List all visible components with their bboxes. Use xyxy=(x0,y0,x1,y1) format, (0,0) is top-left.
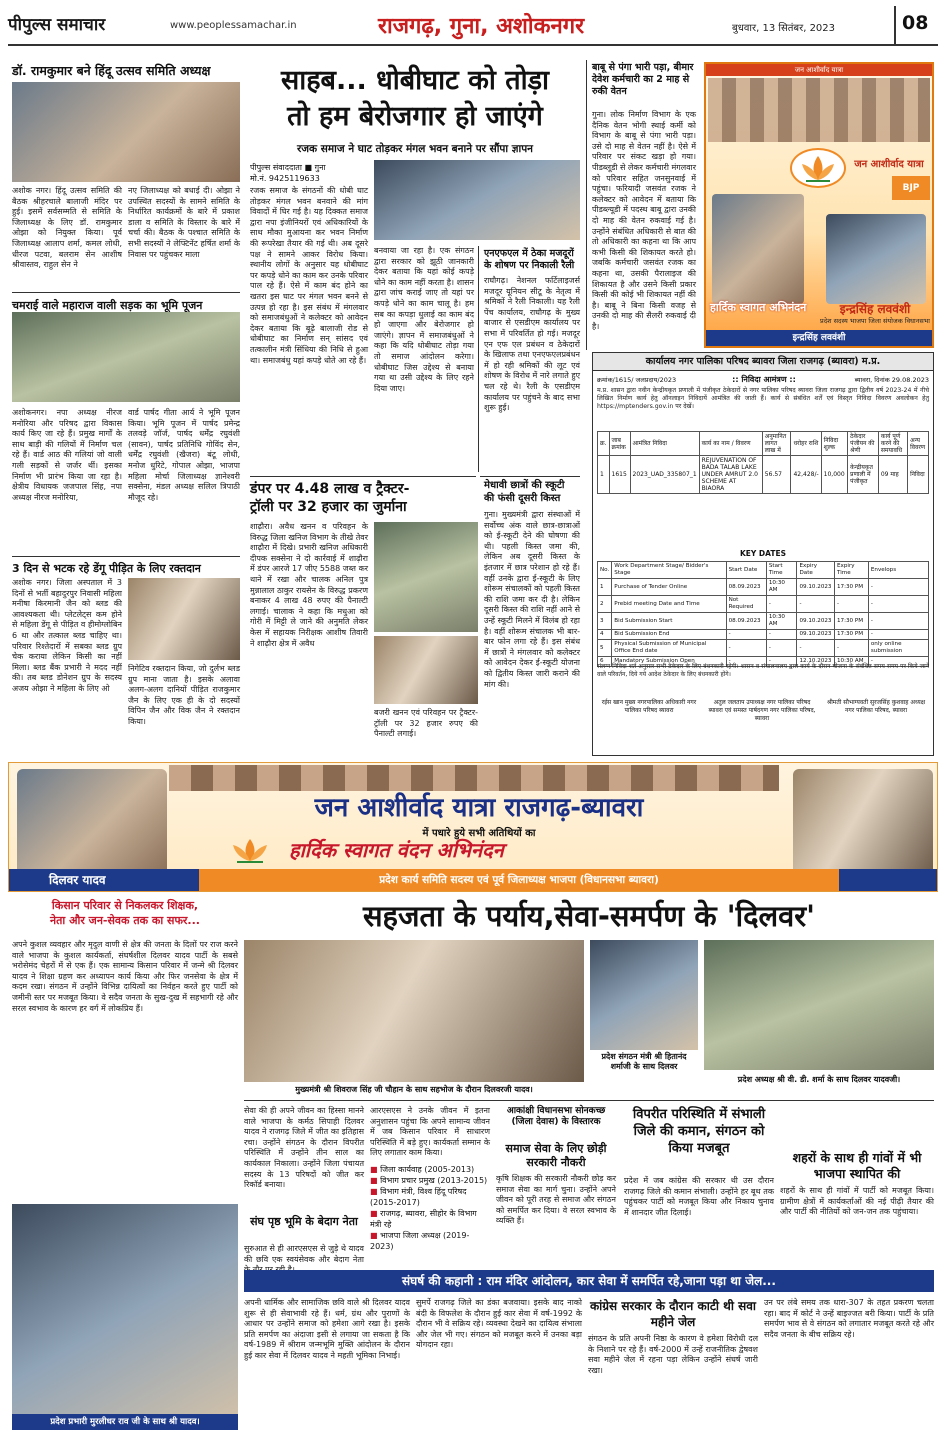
col-header: Envelops xyxy=(868,562,928,579)
table-cell: 10,000 xyxy=(821,456,847,494)
table-cell: 2 xyxy=(598,596,612,613)
feature-bottom-caption: प्रदेश प्रभारी मुरलीधर राव जी के साथ श्री यादव। xyxy=(12,1414,238,1430)
feature-viprit-head: विपरीत परिस्थिति में संभाली जिले की कमान, संगठन को किया मजबूत xyxy=(632,1107,766,1156)
story2-photo xyxy=(12,312,240,402)
lead-headline-1: साहब... धोबीघाट को तोड़ा xyxy=(280,65,550,96)
table-cell: 5 xyxy=(598,640,612,657)
table-cell: 10:30 AM xyxy=(835,657,869,667)
table-cell: Not Required xyxy=(726,596,766,613)
ad1-leaders-strip xyxy=(708,78,930,142)
tractor-headline-1: डंपर पर 4.48 लाख व ट्रैक्टर- xyxy=(250,481,410,497)
lotus-icon xyxy=(790,148,846,188)
story1-photo xyxy=(12,82,240,182)
table-cell: 10:30 AM xyxy=(766,579,797,596)
feature-photo-vdsharma xyxy=(704,940,934,1070)
col-header: अनुमानित लागत लाख में xyxy=(762,432,791,456)
tender-title: :: निविदा आमंत्रण :: xyxy=(732,375,796,384)
col-header: कार्य का नाम / विवरण xyxy=(699,432,762,456)
ad1-header: जन आशीर्वाद यात्रा xyxy=(706,64,932,76)
table-cell: 1 xyxy=(598,456,610,494)
tender-office: कार्यालय नगर पालिका परिषद ब्यावरा जिला राजगढ़ (ब्यावरा) म.प्र. xyxy=(593,353,933,371)
col-header: जाब क्रमांक xyxy=(609,432,630,456)
story3-body-right: निगेटिव रक्तदान किया, जो दुर्लभ ब्लड ग्रुप माना जाता है। इसके अलावा अलग-अलग दानियों पीड़ित राजकुमार जैन के लिए एक ही के दो सदस्यों विपिन जैन और विक जैन ने रक्तदान किया। xyxy=(128,664,240,726)
table-cell: - xyxy=(766,657,797,667)
story2-body-left: अशोकनगर। नपा अध्यक्ष नीरज मनोरिया और परिषद द्वारा विकास कार्य किए जा रहे हैं। प्रमुख मार्गों के साथ बाड़ी की गलियों में निर्माण चल रहे हैं। वार्ड आठ की गलियां जो वाली गली सड़कों से जर्जर थीं। इसका निर्माण भी प्रारंभ किया जा रहा है। क्षेत्रीय विधायक जजपाल सिंह, नपा अध्यक्ष नीरज मनोरिया, xyxy=(12,408,122,502)
ntpc-body: राघौगढ़। नेशनल फर्टिलाइजर्स मजदूर यूनियन सीटू के नेतृत्व में श्रमिकों ने रैली निकाली। यह रैली पेंच कार्यालय, राघौगढ़ के मुख्य बाजार से एसडीएम कार्यालय पर सभा में परिवर्तित हो गई। मजदूर एन एफ एल प्रबंधन व ठेकेदारों के खिलाफ तथा एनएफएलप्रबंधन में हो रही श्रमिकों की लूट एवं शोषण के विरोध में नारे लगाते हुए चल रहे थे। रैली के एसडीएम कार्यालय पर पहुंचने के बाद सभा शुरू हुई। xyxy=(484,276,580,413)
table-cell: - xyxy=(726,630,766,640)
table-cell: 09.10.2023 xyxy=(797,613,835,630)
col-header: अन्य विवरण xyxy=(908,432,929,456)
col-header: Expiry Time xyxy=(835,562,869,579)
tender-table xyxy=(597,431,929,494)
feature-b4: उन पर लंबे समय तक धारा-307 के तहत प्रकरण चलता रहा। बाद में कोर्ट ने उन्हें बाइज्जत बरी किया। पार्टी के प्रति समर्पण भाव से वे संगठन को लगातार मजबूत करते रहे और सदैव जनता के बीच सक्रिय रहे। xyxy=(764,1298,934,1339)
ad2-title: जन आशीर्वाद यात्रा राजगढ़-ब्यावरा xyxy=(314,793,644,823)
ad2-leaders-strip xyxy=(169,765,779,791)
table-cell: REJUVENATION OF BADA TALAB LAKE UNDER AMRUT 2.0 SCHEME AT BIAORA xyxy=(699,456,762,494)
page-number: 08 xyxy=(902,12,929,34)
table-cell: - xyxy=(835,596,869,613)
col-header: कार्य पूर्ण करने की समयावधि xyxy=(878,432,907,456)
babu-body: गुना। लोक निर्माण विभाग के एक दैनिक वेतन भोगी स्थाई कर्मी को विभाग के बाबू से पंगा भारी पड़ा। उसे दो माह से वेतन नहीं है। ऐसे में परिवार पर संकट खड़ा हो गया। पीडब्लूडी से लेकर कर्मचारी मंगलवार को परिवार सहित जनसुनवाई में पहुंचा। फरियादी जसवंत रजक ने कलेक्टर को आवेदन में बताया कि पीडब्ल्यूडी में पदस्थ बाबू द्वारा उनकी दो माह की वेतन रुकवाई गई है। उन्होंने संबंधित अधिकारी से बात की तो अधिकारी का कहना था कि आप कभी किसी की शिकायत करते हो। जबकि कर्मचारी जसवंत रजक का कहना था, उसकी पैरालाइज की शिकायत है और उसने किसी प्रकार किसी की कोई भी शिकायत नहीं की है। बाबू ने बिना किसी वजह से उनकी दो माह की सैलरी रुकवाई दी है। xyxy=(592,110,696,331)
ad1-welcome: हार्दिक स्वागत अभिनंदन xyxy=(710,301,807,314)
table-cell: 09.10.2023 xyxy=(797,630,835,640)
babu-headline: बाबू से पंगा भारी पड़ा, बीमार देवेश कर्मचारी का 2 माह से रुकी वेतन xyxy=(592,62,694,97)
feature-b2: सुमर्पे राजगढ़ जिले का डंका बजवाया। इसके बाद नाको बंदी के विफलेश के दौरान हुई कार सेवा में वर्ष-1992 के दौरान भी वे सक्रिय रहे। व्यवस्था देखने का दायित्व संभाला और जेल भी गए। संगठन को मजबूत करने में उनका बड़ा योगदान रहा। xyxy=(416,1298,582,1350)
masthead xyxy=(8,6,938,46)
ad1-photo-candidate xyxy=(826,214,926,304)
tractor-body-col2: बजरी खनन एवं परिवहन पर ट्रैक्टर-ट्रॉली पर 32 हजार रुपए की पैनाल्टी लगाई। xyxy=(374,708,478,739)
tender-signatory-3: श्रीमती सौभाग्यवती सुरजसिंह कुशवाह अध्यक्ष नगर पालिका परिषद, ब्यावरा xyxy=(827,699,925,714)
table-cell: 3 xyxy=(598,613,612,630)
table-cell: 56.57 xyxy=(762,456,791,494)
lead-headline-2: तो हम बेरोजगार हो जाएंगे xyxy=(287,101,543,132)
list-item-text: भाजपा जिला अध्यक्ष (2019-2023) xyxy=(370,1231,470,1251)
tender-date: ब्यावरा, दिनांक 29.08.2023 xyxy=(854,376,929,384)
list-item xyxy=(370,1208,490,1230)
ad1-name-footer: इन्द्रसिंह लववंशी xyxy=(706,330,932,346)
table-cell: 09.10.2023 xyxy=(797,579,835,596)
table-cell: 17:30 PM xyxy=(835,579,869,596)
table-cell: - xyxy=(868,630,928,640)
list-item-text: विभाग मंत्री, विश्व हिंदू परिषद (2015-2017) xyxy=(370,1187,467,1207)
feature-sangharsh-band: संघर्ष की कहानी : राम मंदिर आंदोलन, कार सेवा में समर्पित रहे,जाना पड़ा था जेल... xyxy=(244,1270,934,1292)
story3-body-left: अशोक नगर। जिला अस्पताल में 3 दिनों से भर्ती बहादुरपुर निवासी महिला मनीषा किरमानी जैन को ब्लड की आवश्यकता थी। प्लेटलेट्स कम होने से महिला डेंगू से पीड़ित व हीमोग्लोबिन 6 था और तत्काल ब्लड चाहिए था। परिवार रिश्तेदारों में सबका ब्लड ग्रुप चेक कराया लेकिन किसी का नहीं मिला। ब्लड बैंक प्रभारी ने मदद नहीं की। तब ब्लड डोनेशन ग्रुप के सदस्य अजय ओझा ने महिला के लिए ओ xyxy=(12,578,122,693)
divider xyxy=(894,6,896,44)
feature-tagline-2: नेता और जन-सेवक तक का सफर... xyxy=(50,914,200,927)
feature-viprit-body: प्रदेश में जब कांग्रेस की सरकार थी उस दौरान राजगढ़ जिले की कमान संभाली। उन्होंने हर बूथ तक पहुंचकर पार्टी को मजबूत किया और निकाय चुनाव में शानदार जीत दिलाई। xyxy=(624,1176,774,1217)
feature-tagline-1: किसान परिवार से निकलकर शिक्षक, xyxy=(51,899,199,912)
col-header: ठेकेदार पंजीयन की श्रेणी xyxy=(848,432,879,456)
ad2-photo-leaders xyxy=(793,769,933,877)
table-cell: 1615 xyxy=(609,456,630,494)
col-header: Start Time xyxy=(766,562,797,579)
lead-body-col1: रजक समाज के संगठनों की धोबी घाट तोड़कर मंगल भवन बनवाने की मांग विवादों में घिर गई है। यह दिक्कत समाज द्वारा नपा इंजीनियरों एवं अधिकारियों के साथ मौका मुआयना कर भवन निर्माण की रूपरेखा तैयार की गई थी। अब दूसरे पक्ष ने सामने आकर विरोध किया। स्थानीय लोगों के अनुसार यह धोबीघाट पर कपड़े धोने का काम कर उनके परिवार पाल रहे हैं। ऐसे में काम बंद होने का खतरा इस घाट पर मंगल भवन बनने से उत्पन्न हो रहा है। इस संबंध में मंगलवार को समाजबंधुओं ने कलेक्टर को आवेदन देकर बताया कि बूढ़े बालाजी रोड से धोबीघाट का निर्माण सन् सांसद एवं तत्कालीन मंत्री सिंधिया की निधि से हुआ था। समाजबंधु यहां कपड़े धोते आ रहे हैं। xyxy=(250,186,368,365)
tractor-body-col1: शाढ़ौरा। अवैध खनन व परिवहन के विरुद्ध जिला खनिज विभाग के तीखे तेवर शाढ़ौरा में दिखे। प्रभारी खनिज अधिकारी दीपक सक्सेना ने दो कार्रवाई में शाढ़ौरा में डंपर आरजे 17 जीए 5588 जब्त कर थाने में रखा और चालक अनिल पुत्र मुन्नालाल ठाकुर रायसेन के विरुद्ध प्रकरण बनाकर 4 लाख 48 रुपए की पैनाल्टी लगाई। चालाक ने कहा कि मधुआ को गोरी में मिट्टी ले जाने की अनुमति लेकर केस में सहायक निरीक्षक आशीष तिवारी ने शाढ़ौरा क्षेत्र में अवैध xyxy=(250,522,368,648)
table-cell: निविदा xyxy=(908,456,929,494)
feature-headline: सहजता के पर्याय,सेवा-समर्पण के 'दिलवर' xyxy=(362,899,816,933)
ad1-name: इन्द्रसिंह लववंशी xyxy=(839,302,911,316)
feature-caption-2: प्रदेश संगठन मंत्री श्री हितानंद शर्माजी के साथ दिलवर xyxy=(601,1052,687,1071)
feature-b1: अपनी धार्मिक और सामाजिक छवि वाले श्री दिलवर यादव शुरू से ही सेवाभावी रहे हैं। धर्म, ग्रंथ और पुराणों के आधार पर उन्होंने समाज को हमेशा आगे रखा है। इसके प्रति समर्पण का अंदाजा इसी से लगाया जा सकता है कि वर्ष-1989 में श्रीराम जन्मभूमि मुक्ति आंदोलन के दौरान हुई कार सेवा में दिलवर यादव ने महती भूमिका निभाई। xyxy=(244,1298,410,1360)
lead-photo xyxy=(374,160,580,240)
list-item-text: विभाग प्रचार प्रमुख (2013-2015) xyxy=(380,1176,488,1185)
col-header: क्र. xyxy=(598,432,610,456)
story3-headline: 3 दिन से भटक रहे डेंगू पीड़ित के लिए रक्तदान xyxy=(12,562,201,575)
feature-tagline-box xyxy=(12,898,238,934)
divider xyxy=(12,556,240,557)
table-cell: 12.10.2023 xyxy=(797,657,835,667)
table-cell: Purchase of Tender Online xyxy=(612,579,726,596)
tractor-photo-dumper xyxy=(374,522,478,632)
list-item-text: राजगढ़, ब्यावरा, सीहोर के विभाग मंत्री रहे xyxy=(370,1209,477,1229)
table-cell: - xyxy=(868,613,928,630)
table-cell: - xyxy=(766,596,797,613)
advertisement-jan-ashirwad-yatra xyxy=(704,62,934,348)
list-item-text: जिला कार्यवाह (2005-2013) xyxy=(380,1165,475,1174)
tender-key-dates-table xyxy=(597,561,929,667)
feature-samaj-head: समाज सेवा के लिए छोड़ी सरकारी नौकरी xyxy=(505,1142,607,1169)
table-cell: 08.09.2023 xyxy=(726,613,766,630)
divider xyxy=(586,60,587,350)
tender-note: संलग्न निविदा शर्त अनुसार सभी ठेकेदार के लिए बंधनकारी रहेगी। शासन व संचालनालय द्वारा कार्य के दौरान योजना के संबंधित समय समय पर किये जाने वाले परिवर्तन, दिये गये आदेश ठेकेदार के लिए बंधनकारी होंगे। xyxy=(597,663,929,678)
ntpc-headline: एनएफएल में ठेका मजदूरों के शोषण पर निकाली रैली xyxy=(484,248,575,271)
table-cell: Mandatory Submission Open xyxy=(612,657,726,667)
table-cell: - xyxy=(766,630,797,640)
table-cell: - xyxy=(835,640,869,657)
table-row xyxy=(598,579,929,596)
section-title: राजगढ़, गुना, अशोकनगर xyxy=(378,14,585,39)
divider xyxy=(244,1100,934,1101)
ad2-welcome: हार्दिक स्वागत वंदन अभिनंदन xyxy=(289,838,504,862)
tractor-headline-2: ट्रॉली पर 32 हजार का जुर्माना xyxy=(250,499,407,515)
story2-body-right: वार्ड पार्षद गीता आर्य ने भूमि पूजन किया। भूमि पूजन में पार्षद प्रमेन्द्र तलवड़े जॉर्ज, पार्षद धर्मेंद्र रघुवंशी (सावन), पार्षद प्रतिनिधि गोविंद सेन, धर्मेंद्र रघुवंशी (खैजरा) बंटू लोधी, मनोज धुरिटे, गोपाल ओझा, भाजपा महिला मोर्चा जिलाध्यक्ष ज्ञानेश्वरी सक्सेना, मंडल अध्यक्ष सलिल त्रिपाठी मौजूद रहे। xyxy=(128,408,240,502)
story1-body-right: नए जिलाध्यक्ष को बधाई दी। ओझा ने उपस्थित सदस्यों के सामने समिति के निर्धारित कार्यक्रमों के बारे में प्रकाश डाला व समिति के विस्तार के बारे में चर्चा की। बैठक के पश्चात समिति के सभी सदस्यों ने लेफ्टिनेंट हर्षित शर्मा के निवास पर पहुंचकर माला xyxy=(128,186,240,259)
list-item xyxy=(370,1164,490,1175)
tender-ref: क्रमांक/1615/ जलप्रदाय/2023 xyxy=(597,376,677,384)
tender-kd-header xyxy=(598,562,929,579)
feature-b3: संगठन के प्रति अपनी निष्ठा के कारण वे हमेशा विरोधी दल के निशाने पर रहे हैं। वर्ष-2000 में उन्हें राजनीतिक द्वेषवश सवा महीने जेल में रहना पड़ा लेकिन उन्होंने संघर्ष जारी रखा। xyxy=(588,1334,758,1375)
table-cell: Bid Submission Start xyxy=(612,613,726,630)
issue-date: बुधवार, 13 सितंबर, 2023 xyxy=(732,23,836,34)
lead-byline: पीपुल्स संवाददाता ■ गुना xyxy=(250,163,326,172)
tender-key-dates-title: KEY DATES xyxy=(739,549,787,558)
bullet-icon: ■ xyxy=(370,1187,381,1196)
medhavi-headline-2: की फंसी दूसरी किस्त xyxy=(484,493,561,504)
lead-subhead: रजक समाज ने घाट तोड़कर मंगल भवन बनाने पर सौंपा ज्ञापन xyxy=(296,143,534,155)
table-cell: 10:30 AM xyxy=(766,613,797,630)
feature-col-a: सेवा की ही अपने जीवन का हिस्सा मानने वाले भाजपा के कर्मठ सिपाही दिलवर यादव ने राजगढ़ जिले में जीत का इतिहास रचा। उन्होंने संगठन के दौरान विपरीत परिस्थिति में उन्होंने तीन साल का कार्यकाल निकाला। उन्होंने जिला पंचायत सदस्य के 13 परिषदों को जीत कर रिकॉर्ड बनाया। xyxy=(244,1106,364,1190)
feature-b3-head: कांग्रेस सरकार के दौरान काटी थी सवा महीने जेल xyxy=(589,1299,757,1329)
feature-caption-3: प्रदेश अध्यक्ष श्री वी. डी. शर्मा के साथ दिलवर यादवजी। xyxy=(737,1075,901,1084)
col-header: Expiry Date xyxy=(797,562,835,579)
tender-signatory-2: अतुल जलताप उपाध्यक्ष नगर पालिका परिषद ब्यावरा एवं समस्त पार्षदगण नगर पालिका परिषद, ब्यावरा xyxy=(708,699,816,722)
table-cell: - xyxy=(868,657,928,667)
table-cell: 08.09.2023 xyxy=(726,579,766,596)
bullet-icon: ■ xyxy=(370,1176,381,1185)
table-cell: 09 माह xyxy=(878,456,907,494)
feature-career-list xyxy=(370,1164,490,1252)
list-item xyxy=(370,1186,490,1208)
ad1-designation: प्रदेश सदस्य भाजपा जिला संयोजक विधानसभा xyxy=(820,317,930,325)
tender-signatory-1: रईस खान मुख्य नगरपालिका अधिकारी नगर पालिका परिषद ब्यावरा xyxy=(601,699,697,714)
table-cell: 1 xyxy=(598,579,612,596)
bullet-icon: ■ xyxy=(370,1209,381,1218)
advertisement-dilwar-banner xyxy=(8,762,938,892)
ad1-photo-leader xyxy=(712,194,804,304)
table-cell: 6 xyxy=(598,657,612,667)
divider xyxy=(478,246,479,472)
col-header: No. xyxy=(598,562,612,579)
ad2-name: दिलवर यादव xyxy=(49,873,106,887)
story1-body-left: अशोक नगर। हिंदू उत्सव समिति की बैठक श्रीहरचाले बालाजी मंदिर पर हुई। इसमें सर्वसम्मति से समिति के जिलाध्यक्ष के लिए डॉ. रामकुमार ओझा को नियुक्त किया। पूर्व जिलाध्यक्ष आलाप शर्मा, कमल लोधी, धीरज पटवा, बलराम सेन आशीष श्रीवास्तव, राहुल सेन ने xyxy=(12,186,122,270)
ad2-photo-dilwar xyxy=(17,769,167,877)
lead-body-col2: बनवाया जा रहा है। एक संगठन द्वारा सरकार को झूठी जानकारी देकर बताया कि यहां कोई कपड़े धोने का काम नहीं करता है। शासन द्वारा जांच कराई जाए तो यहां पर कपड़े धोने का काम चालू है। हम सब का कपड़ा धुलाई का काम बंद हो जाएगा और बेरोजगार हो जाएंगे। ज्ञापन में समाजबंधुओं ने कहा कि यदि धोबीघाट तोड़ा गया तो समाज आंदोलन करेगा। धोबीघाट जिस उद्देश्य से बनाया गया था उसी उद्देश्य के लिए रहने दिया जाए। xyxy=(374,246,474,393)
feature-intro: अपने कुशल व्यवहार और मृदुल वाणी से क्षेत्र की जनता के दिलों पर राज करने वाले भाजपा के कुशल कार्यकर्ता, संघर्षशील दिलवर यादव पार्टी के सबसे भरोसेमंद चेहरों में से एक हैं। एक सामान्य किसान परिवार में जन्मे श्री दिलवर यादव ने शिक्षा ग्रहण कर अध्यापन कार्य किया और फिर जनसेवा के क्षेत्र में कदम रखा। संगठन में उन्होंने विभिन्न दायित्वों का निर्वहन करते हुए पार्टी को जमीनी स्तर पर मजबूत किया। वे सदैव जनता के सुख-दुख में सहभागी रहे और सरल स्वभाव के कारण हर वर्ग में लोकप्रिय हैं। xyxy=(12,940,238,1013)
table-row xyxy=(598,456,929,494)
list-item xyxy=(370,1175,490,1186)
logo: पीपुल्स समाचार xyxy=(8,15,106,35)
feature-aakanksh: आकांक्षी विधानसभा सोनकच्छ (जिला देवास) के विस्तारक xyxy=(506,1106,606,1127)
feature-photo-muralidhar xyxy=(12,1204,238,1426)
feature-shahar-body: शहरों के साथ ही गांवों में पार्टी को मजबूत किया। ग्रामीण क्षेत्रों में कार्यकर्ताओं की नई पीढ़ी तैयार की और पार्टी की नीतियों को जन-जन तक पहुंचाया। xyxy=(780,1186,934,1217)
table-cell: only online submission xyxy=(868,640,928,657)
feature-photo-cm xyxy=(244,940,584,1082)
feature-sangh-body: सुरुआत से ही आरएसएस से जुड़े थे यादव की छवि एक स्वयंसेवक और बेदाग नेता xyxy=(244,1244,364,1264)
divider xyxy=(12,292,240,293)
feature-shahar-head: शहरों के साथ ही गांवों में भी भाजपा स्थापित की xyxy=(792,1150,922,1181)
bullet-icon: ■ xyxy=(370,1231,381,1240)
table-cell: - xyxy=(726,657,766,667)
table-row xyxy=(598,596,929,613)
table-cell: - xyxy=(868,596,928,613)
tender-intro: म.प्र. शासन द्वारा नवीन केन्द्रीयकृत प्रणाली में पंजीकृत ठेकेदारों से नगर पालिका परिषद ब्यावरा जिला राजगढ़ द्वारा द्वितीय वर्ष 2023-24 में नीचे लिखित निर्माण कार्य हेतु ऑनलाइन निविदायें आमंत्रित की जाती हैं। कार्य से संबंधित शर्तें एवं विस्तृत निविदा विवरण अवलोकन हेतु https://mptenders.gov.in पर देखें। xyxy=(597,387,929,410)
col-header: Start Date xyxy=(726,562,766,579)
table-cell: - xyxy=(797,640,835,657)
table-cell: Prebid meeting Date and Time xyxy=(612,596,726,613)
table-row xyxy=(598,613,929,630)
table-cell: 17:30 PM xyxy=(835,613,869,630)
ad2-designation: प्रदेश कार्य समिति सदस्य एवं पूर्व जिलाध्यक्ष भाजपा (विधानसभा ब्यावरा) xyxy=(199,869,839,891)
medhavi-headline-1: मेधावी छात्रों की स्कूटी xyxy=(484,480,565,491)
table-row xyxy=(598,630,929,640)
divider xyxy=(250,476,476,477)
medhavi-body: गुना। मुख्यमंत्री द्वारा संस्थाओं में सर्वोच्च अंक वाले छात्र-छात्राओं को ई-स्कूटी देने की घोषणा की थी। पहली किस्त जमा की, लेकिन अब दूसरी किस्त के इंतजार में छात्र परेशान हो रहे हैं। वहीं उनके द्वारा ई-स्कूटी के लिए शोरूम संचालकों को पहली किस्त की राशि जमा कर दी है। लेकिन दूसरी किस्त की राशि नहीं आने से उन्हें स्कूटी मिलने में विलंब हो रहा है। वहीं शोरूम संचालक भी बार-बार फोन लगा रहे हैं। इस संबंध में छात्रों ने मंगलवार को कलेक्टर को आवेदन देकर ई-स्कूटी योजना को द्वितीय किस्त जारी कराने की मांग की। xyxy=(484,510,581,689)
table-cell: 42,428/- xyxy=(791,456,821,494)
lotus-icon xyxy=(219,837,281,865)
table-cell: Bid Submission End xyxy=(612,630,726,640)
table-cell: 2023_UAD_335807_1 xyxy=(630,456,699,494)
list-item xyxy=(370,1230,490,1252)
table-cell: केन्द्रीयकृत प्रणाली में पंजीकृत xyxy=(848,456,879,494)
col-header: निविदा शुल्क xyxy=(821,432,847,456)
tractor-photo-trolley xyxy=(374,636,478,704)
story1-headline: डॉ. रामकुमार बने हिंदू उत्सव समिति अध्यक्ष xyxy=(12,63,211,78)
table-cell: 17:30 PM xyxy=(835,630,869,640)
story3-photo xyxy=(128,578,240,660)
col-header: Work Department Stage/ Bidder's Stage xyxy=(612,562,726,579)
tender-table-header xyxy=(598,432,929,456)
story2-headline: चमराई वाले महाराज वाली सड़क का भूमि पूजन xyxy=(12,299,203,312)
table-cell: - xyxy=(868,579,928,596)
divider xyxy=(480,476,580,477)
bullet-icon: ■ xyxy=(370,1165,381,1174)
col-header: आमंत्रित निविदा xyxy=(630,432,699,456)
feature-sangh-head: संघ पृष्ठ भूमि के बेदाग नेता xyxy=(250,1215,358,1228)
lead-phone: मो.नं. 9425119633 xyxy=(250,174,320,183)
col-header: धरोहर राशि xyxy=(791,432,821,456)
table-cell: - xyxy=(726,640,766,657)
feature-photo-hitanand xyxy=(590,940,698,1050)
table-cell: Physical Submission of Municipal Office End date xyxy=(612,640,726,657)
table-cell: - xyxy=(766,640,797,657)
website-url[interactable]: www.peoplessamachar.in xyxy=(170,20,297,31)
feature-caption-1: मुख्यमंत्री श्री शिवराज सिंह जी चौहान के साथ सहभोज के दौरान दिलवरजी यादव। xyxy=(295,1085,533,1094)
ad1-subtitle: जन आशीर्वाद यात्रा xyxy=(854,159,924,170)
feature-col-b: आरएसएस ने उनके जीवन में इतना अनुशासन पहुंचा कि अपने सामान्य जीवन में जब किसान परिवार में साधारण परिस्थिति में बड़े हुए। कार्यकर्ता सम्मान के लिए लगातार काम किया। xyxy=(370,1106,490,1158)
table-cell: 4 xyxy=(598,630,612,640)
bjp-logo-badge: BJP xyxy=(892,176,930,200)
tender-notice xyxy=(592,352,934,756)
feature-samaj-body: कृषि शिक्षक की सरकारी नौकरी छोड़ कर समाज सेवा का मार्ग चुना। उन्होंने अपने जीवन को पूरी तरह से समाज और संगठन को समर्पित कर दिया। वे सरल स्वभाव के व्यक्ति हैं। xyxy=(496,1174,616,1226)
ad2-welcome-line: में पधारे हुये सभी अतिथियों का xyxy=(422,828,536,839)
table-cell: - xyxy=(797,596,835,613)
table-row xyxy=(598,640,929,657)
